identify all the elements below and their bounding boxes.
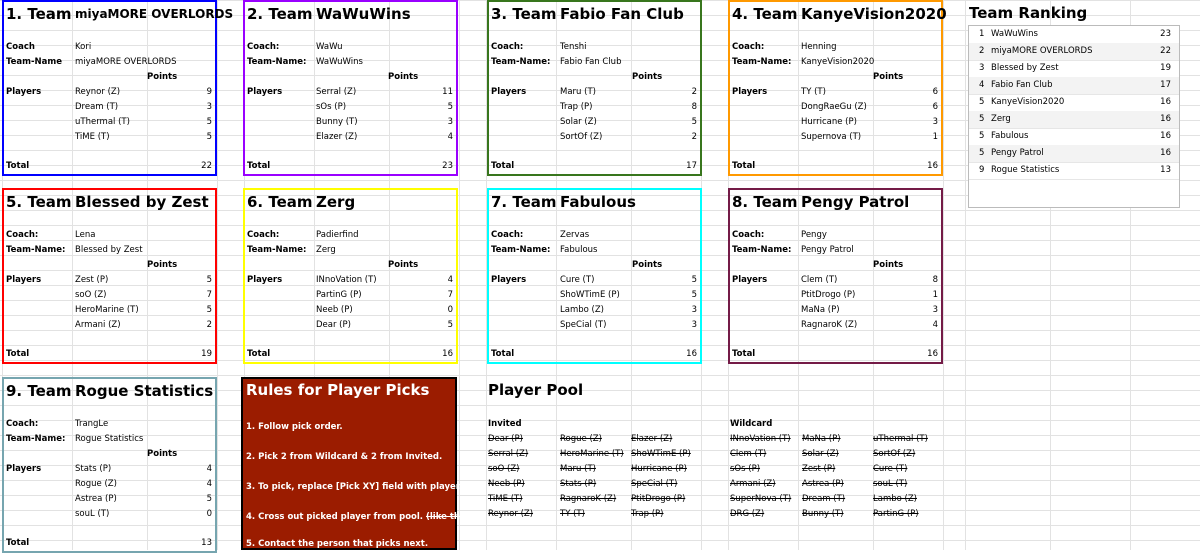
rank-team-name: Pengy Patrol	[991, 148, 1044, 158]
player-points: 0	[206, 509, 212, 519]
coach-label: Coach:	[491, 42, 524, 52]
pool-player: PartinG (P)	[873, 509, 919, 519]
pool-player: Reynor (Z)	[488, 509, 534, 519]
grid-col-line	[965, 0, 966, 550]
pool-player: Bunny (T)	[802, 509, 844, 519]
total-label: Total	[491, 349, 515, 359]
team-name-label: Team-Name:	[247, 245, 307, 255]
player-points: 5	[691, 117, 697, 127]
points-header: Points	[388, 72, 419, 82]
rank-team-name: WaWuWins	[991, 29, 1038, 39]
rank-score: 19	[1160, 63, 1171, 73]
player-name: Zest (P)	[75, 275, 109, 285]
players-label: Players	[491, 275, 527, 285]
player-points: 4	[206, 464, 212, 474]
rank-score: 13	[1160, 165, 1171, 175]
pool-player: sOs (P)	[730, 464, 761, 474]
team-name-label: Team-Name:	[6, 434, 66, 444]
player-points: 2	[691, 132, 697, 142]
team-total: 16	[686, 349, 697, 359]
team-total: 19	[201, 349, 212, 359]
pool-title: Player Pool	[488, 381, 584, 399]
pool-player: Lambo (Z)	[873, 494, 917, 504]
team-name-value: Fabio Fan Club	[560, 57, 622, 67]
points-header: Points	[147, 449, 178, 459]
player-name: Cure (T)	[560, 275, 595, 285]
coach-label: Coach:	[732, 42, 765, 52]
total-label: Total	[6, 349, 30, 359]
team-title: Zerg	[316, 193, 356, 211]
grid-col-line	[943, 0, 944, 550]
pool-player: Clem (T)	[730, 449, 767, 459]
player-name: HeroMarine (T)	[75, 305, 139, 315]
total-label: Total	[6, 161, 30, 171]
team-total: 17	[686, 161, 697, 171]
pool-player: SpeCial (T)	[631, 479, 678, 489]
player-name: DongRaeGu (Z)	[801, 102, 867, 112]
team-name-label: Team-Name:	[491, 57, 551, 67]
pool-player: Elazer (Z)	[631, 434, 673, 444]
player-points: 0	[447, 305, 453, 315]
pool-player: PtitDrogo (P)	[631, 494, 686, 504]
player-points: 3	[447, 117, 453, 127]
player-points: 3	[932, 117, 938, 127]
player-name: SpeCial (T)	[560, 320, 607, 330]
rank-score: 16	[1160, 131, 1171, 141]
team-title: Pengy Patrol	[801, 193, 910, 211]
team-number: 3. Team	[491, 5, 557, 23]
players-label: Players	[247, 275, 283, 285]
player-points: 3	[691, 320, 697, 330]
rank-score: 23	[1160, 29, 1171, 39]
player-points: 11	[442, 87, 453, 97]
player-points: 9	[206, 87, 212, 97]
pool-player: SuperNova (T)	[730, 494, 792, 504]
player-points: 5	[206, 117, 212, 127]
player-name: SortOf (Z)	[560, 132, 603, 142]
pool-player: MaNa (P)	[802, 434, 841, 444]
player-name: Maru (T)	[560, 87, 596, 97]
player-points: 4	[932, 320, 938, 330]
team-title: miyaMORE OVERLORDS	[75, 7, 234, 21]
player-name: Stats (P)	[75, 464, 112, 474]
invited-label: Invited	[488, 419, 522, 429]
pool-player: Maru (T)	[560, 464, 596, 474]
coach-value: Pengy	[801, 230, 827, 240]
player-points: 6	[932, 102, 938, 112]
player-points: 1	[932, 132, 938, 142]
rank-score: 17	[1160, 80, 1171, 90]
rule-3: 3. To pick, replace [Pick XY] field with player.	[246, 482, 462, 492]
player-name: Armani (Z)	[75, 320, 121, 330]
rank-team-name: KanyeVision2020	[991, 97, 1065, 107]
player-name: Solar (Z)	[560, 117, 597, 127]
rank-number: 4	[979, 80, 985, 90]
team-name-label: Team-Name:	[732, 57, 792, 67]
players-label: Players	[6, 275, 42, 285]
player-points: 8	[932, 275, 938, 285]
rank-number: 5	[979, 114, 985, 124]
pool-player: SortOf (Z)	[873, 449, 916, 459]
rank-score: 16	[1160, 148, 1171, 158]
team-title: WaWuWins	[316, 5, 411, 23]
grid-row-line	[0, 375, 1200, 376]
rules-panel	[241, 377, 472, 550]
team-number: 7. Team	[491, 193, 557, 211]
pool-player: DRG (Z)	[730, 509, 765, 519]
player-points: 5	[691, 290, 697, 300]
player-points: 4	[447, 275, 453, 285]
player-points: 5	[206, 132, 212, 142]
ranking-row	[969, 26, 1179, 44]
player-points: 5	[206, 305, 212, 315]
team-name-value: Blessed by Zest	[75, 245, 143, 255]
coach-value: TrangLe	[75, 419, 109, 429]
player-name: souL (T)	[75, 509, 110, 519]
player-name: Astrea (P)	[75, 494, 117, 504]
points-header: Points	[873, 72, 904, 82]
player-name: PartinG (P)	[316, 290, 362, 300]
total-label: Total	[6, 538, 30, 548]
pool-player: soO (Z)	[488, 464, 520, 474]
pool-player: ShoWTimE (P)	[631, 449, 691, 459]
player-points: 5	[206, 494, 212, 504]
rank-number: 5	[979, 131, 985, 141]
player-name: Lambo (Z)	[560, 305, 604, 315]
player-points: 6	[932, 87, 938, 97]
total-label: Total	[247, 161, 271, 171]
player-points: 7	[447, 290, 453, 300]
rank-score: 16	[1160, 114, 1171, 124]
rule-4	[246, 512, 472, 522]
player-name: RagnaroK (Z)	[801, 320, 858, 330]
players-label: Players	[491, 87, 527, 97]
player-name: Neeb (P)	[316, 305, 353, 315]
player-points: 4	[206, 479, 212, 489]
ranking-row	[969, 43, 1179, 61]
coach-label: Coach:	[247, 42, 280, 52]
team-name-value: miyaMORE OVERLORDS	[75, 57, 177, 67]
player-points: 4	[447, 132, 453, 142]
player-name: Supernova (T)	[801, 132, 862, 142]
players-label: Players	[6, 464, 42, 474]
ranking-row	[969, 128, 1179, 146]
pool-player: Cure (T)	[873, 464, 908, 474]
player-points: 1	[932, 290, 938, 300]
players-label: Players	[247, 87, 283, 97]
coach-value: Kori	[75, 42, 92, 52]
pool-player: uThermal (T)	[873, 434, 928, 444]
player-name: Dear (P)	[316, 320, 351, 330]
coach-label: Coach:	[247, 230, 280, 240]
rank-team-name: miyaMORE OVERLORDS	[991, 46, 1093, 56]
team-name-label: Team-Name:	[732, 245, 792, 255]
player-points: 5	[691, 275, 697, 285]
team-total: 23	[442, 161, 453, 171]
team-number: 9. Team	[6, 382, 72, 400]
rank-score: 16	[1160, 97, 1171, 107]
team-name-label: Team-Name:	[6, 245, 66, 255]
points-header: Points	[147, 72, 178, 82]
rank-team-name: Blessed by Zest	[991, 63, 1059, 73]
player-points: 5	[447, 320, 453, 330]
player-name: PtitDrogo (P)	[801, 290, 856, 300]
rank-score: 22	[1160, 46, 1171, 56]
total-label: Total	[732, 349, 756, 359]
player-points: 5	[447, 102, 453, 112]
pool-player: Rogue (Z)	[560, 434, 602, 444]
team-total: 16	[927, 349, 938, 359]
pool-player: Zest (P)	[802, 464, 836, 474]
team-title: Fabio Fan Club	[560, 5, 684, 23]
player-points: 5	[206, 275, 212, 285]
team-number: 1. Team	[6, 5, 72, 23]
coach-label: Coach:	[732, 230, 765, 240]
points-header: Points	[632, 72, 663, 82]
pool-player: Armani (Z)	[730, 479, 776, 489]
total-label: Total	[732, 161, 756, 171]
player-points: 2	[206, 320, 212, 330]
ranking-row	[969, 111, 1179, 129]
player-name: Serral (Z)	[316, 87, 357, 97]
player-name: ShoWTimE (P)	[560, 290, 620, 300]
player-name: sOs (P)	[316, 102, 347, 112]
pool-player: souL (T)	[873, 479, 908, 489]
team-name-value: WaWuWins	[316, 57, 363, 67]
total-label: Total	[491, 161, 515, 171]
pool-player: Trap (P)	[631, 509, 664, 519]
rule-4-text: 4. Cross out picked player from pool.	[246, 512, 424, 522]
grid-col-line	[459, 0, 460, 550]
player-name: MaNa (P)	[801, 305, 840, 315]
team-total: 16	[927, 161, 938, 171]
team-name-value: Zerg	[316, 245, 336, 255]
player-name: soO (Z)	[75, 290, 107, 300]
points-header: Points	[388, 260, 419, 270]
ranking-row	[969, 94, 1179, 112]
team-name-value: KanyeVision2020	[801, 57, 875, 67]
players-label: Players	[6, 87, 42, 97]
player-name: Dream (T)	[75, 102, 119, 112]
team-title: Blessed by Zest	[75, 193, 209, 211]
player-name: Clem (T)	[801, 275, 838, 285]
ranking-row	[969, 162, 1179, 180]
coach-value: Henning	[801, 42, 837, 52]
coach-label: Coach:	[6, 419, 39, 429]
ranking-title: Team Ranking	[969, 4, 1088, 22]
wildcard-label: Wildcard	[730, 419, 773, 429]
points-header: Points	[873, 260, 904, 270]
pool-player: INnoVation (T)	[730, 434, 791, 444]
player-name: TiME (T)	[75, 132, 110, 142]
team-total: 13	[201, 538, 212, 548]
rule-2: 2. Pick 2 from Wildcard & 2 from Invited.	[246, 452, 443, 462]
players-label: Players	[732, 275, 768, 285]
team-total: 22	[201, 161, 212, 171]
rank-number: 1	[979, 29, 985, 39]
coach-label: Coach:	[491, 230, 524, 240]
team-name-value: Rogue Statistics	[75, 434, 144, 444]
team-number: 6. Team	[247, 193, 313, 211]
team-name-value: Fabulous	[560, 245, 598, 255]
rules-title: Rules for Player Picks	[246, 381, 430, 399]
player-points: 3	[206, 102, 212, 112]
coach-value: Zervas	[560, 230, 590, 240]
rank-team-name: Fabulous	[991, 131, 1029, 141]
player-name: Rogue (Z)	[75, 479, 117, 489]
player-name: uThermal (T)	[75, 117, 130, 127]
team-title: Fabulous	[560, 193, 636, 211]
player-points: 2	[691, 87, 697, 97]
pool-player: Neeb (P)	[488, 479, 525, 489]
player-points: 8	[691, 102, 697, 112]
player-name: INnoVation (T)	[316, 275, 377, 285]
player-points: 3	[932, 305, 938, 315]
team-name-label: Team-Name	[6, 57, 63, 67]
pool-player: Dear (P)	[488, 434, 523, 444]
pool-player: Serral (Z)	[488, 449, 529, 459]
pool-player: Solar (Z)	[802, 449, 839, 459]
pool-player: HeroMarine (T)	[560, 449, 624, 459]
rule-1: 1. Follow pick order.	[246, 422, 343, 432]
pool-player: TY (T)	[560, 509, 585, 519]
pool-player: Stats (P)	[560, 479, 597, 489]
pool-player: Astrea (P)	[802, 479, 844, 489]
rank-team-name: Rogue Statistics	[991, 165, 1060, 175]
rank-team-name: Fabio Fan Club	[991, 80, 1053, 90]
coach-value: Lena	[75, 230, 96, 240]
rule-4-example: (like this)	[425, 512, 472, 522]
player-name: TY (T)	[801, 87, 826, 97]
ranking-table	[968, 25, 1180, 208]
team-number: 2. Team	[247, 5, 313, 23]
player-name: Reynor (Z)	[75, 87, 121, 97]
rule-5: 5. Contact the person that picks next.	[246, 539, 429, 549]
team-name-label: Team-Name:	[247, 57, 307, 67]
points-header: Points	[147, 260, 178, 270]
team-name-label: Team-Name:	[491, 245, 551, 255]
ranking-row	[969, 60, 1179, 78]
rank-number: 5	[979, 97, 985, 107]
rank-team-name: Zerg	[991, 114, 1011, 124]
players-label: Players	[732, 87, 768, 97]
pool-player: TiME (T)	[488, 494, 523, 504]
rank-number: 3	[979, 63, 985, 73]
rank-number: 5	[979, 148, 985, 158]
pool-player: Hurricane (P)	[631, 464, 687, 474]
team-number: 8. Team	[732, 193, 798, 211]
team-name-value: Pengy Patrol	[801, 245, 854, 255]
coach-label: Coach	[6, 42, 35, 52]
coach-value: Padierfind	[316, 230, 359, 240]
pool-player: RagnaroK (Z)	[560, 494, 617, 504]
player-points: 7	[206, 290, 212, 300]
team-number: 5. Team	[6, 193, 72, 211]
player-points: 3	[691, 305, 697, 315]
ranking-row	[969, 77, 1179, 95]
points-header: Points	[632, 260, 663, 270]
player-name: Bunny (T)	[316, 117, 358, 127]
coach-label: Coach:	[6, 230, 39, 240]
player-name: Hurricane (P)	[801, 117, 857, 127]
team-number: 4. Team	[732, 5, 798, 23]
rank-number: 9	[979, 165, 985, 175]
team-title: Rogue Statistics	[75, 382, 214, 400]
player-name: Trap (P)	[560, 102, 593, 112]
team-total: 16	[442, 349, 453, 359]
player-name: Elazer (Z)	[316, 132, 358, 142]
ranking-row	[969, 145, 1179, 163]
team-title: KanyeVision2020	[801, 5, 947, 23]
coach-value: WaWu	[316, 42, 343, 52]
grid-col-line	[217, 0, 218, 550]
pool-player: Dream (T)	[802, 494, 846, 504]
total-label: Total	[247, 349, 271, 359]
rank-number: 2	[979, 46, 985, 56]
coach-value: Tenshi	[560, 42, 587, 52]
